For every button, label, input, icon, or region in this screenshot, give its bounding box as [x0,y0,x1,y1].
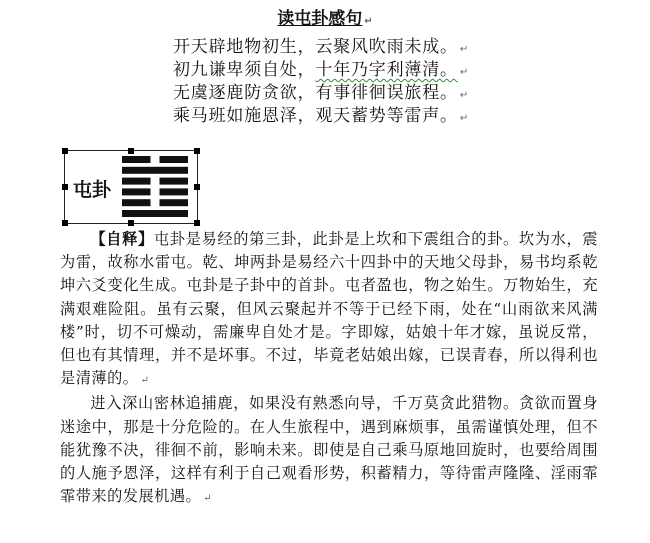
poem-line-4: 乘马班如施恩泽，观天蓄势等雷声。 ↵ [173,106,469,126]
poem [173,36,633,128]
resize-handle-middle-right[interactable] [194,184,200,190]
hexagram-lines-icon [120,154,190,220]
hexagram-line-broken [122,178,151,185]
hexagram-line-broken [160,178,189,185]
hexagram-line-broken [122,199,151,206]
document-title: 读屯卦感句 ↵ [277,9,373,29]
hexagram-label: 屯卦 [73,179,112,201]
hexagram-line-broken [122,188,151,195]
resize-handle-bottom-center[interactable] [128,220,134,226]
resize-handle-bottom-left[interactable] [62,220,68,226]
resize-handle-top-right[interactable] [194,148,200,154]
hexagram-line-broken [160,156,189,163]
hexagram-image[interactable] [64,150,198,224]
hexagram-line-solid [122,167,188,174]
explanation-paragraph: 【自释】屯卦是易经的第三卦，此卦是上坎和下震组合的卦。坎为水，震为雷，故称水雷屯。乾、坤两卦是易经六十四卦中的天地父母卦，易书均系乾坤六爻变化生成。屯卦是子卦中的首卦。屯者盈也，物之始生。万物始生，充满艰难险阻。虽有云聚，但风云聚起并不等于已经下雨，处在“山雨欲来风满楼”时，切不可燥动，需廉卑自处才是。字即嫁，姑娘十年才嫁，虽说反常，但也有其情理，并不是坏事。不过，毕竟老姑娘出嫁，已误青春，所以得利也是清薄的。 ↵ [60,230,599,388]
poem-line-2: 初九谦卑须自处，十年乃字利薄清。 ↵ [173,60,469,80]
explanation-bracket: 【自释】 [90,230,154,248]
explanation-text [60,228,598,510]
hexagram-line-broken [122,156,151,163]
poem-line-3: 无虞逐鹿防贪欲，有事徘徊误旅程。 ↵ [173,83,469,103]
poem-line-1: 开天辟地物初生，云聚风吹雨未成。 ↵ [173,37,469,57]
hexagram-line-broken [160,188,189,195]
resize-handle-middle-left[interactable] [62,184,68,190]
resize-handle-bottom-right[interactable] [194,220,200,226]
paragraph-mark: ↵ [364,16,373,27]
hexagram-line-solid [122,210,188,217]
second-paragraph: 进入深山密林追捕鹿，如果没有熟悉向导，千万莫贪此猎物。贪欲而置身迷途中，那是十分危险的。在人生旅程中，遇到麻烦事，虽需谨慎处理，但不能犹豫不决，徘徊不前，影响未来。即使是自己乘马原地回旋时，也要给周围的人施予恩泽，这样有利于自己观看形势，积蓄精力，等待雷声隆隆、淫雨霏霏带来的发展机遇。 ↵ [60,394,598,506]
explanation-body: 屯卦是易经的第三卦，此卦是上坎和下震组合的卦。坎为水，震为雷，故称水雷屯。乾、坤两卦是易经六十四卦中的天地父母卦，易书均系乾坤六爻变化生成。屯卦是子卦中的首卦。屯者盈也，物之始生。万物始生，充满艰难险阻。虽有云聚，但风云聚起并不等于已经下雨，处在“山雨欲来风满楼”时，切不可燥动，需廉卑自处才是。字即嫁，姑娘十年才嫁，虽说反常，但也有其情理，并不是坏事。不过，毕竟老姑娘出嫁，已误青春，所以得利也是清薄的。 [60,230,599,388]
hexagram-line-broken [160,199,189,206]
resize-handle-top-left[interactable] [62,148,68,154]
